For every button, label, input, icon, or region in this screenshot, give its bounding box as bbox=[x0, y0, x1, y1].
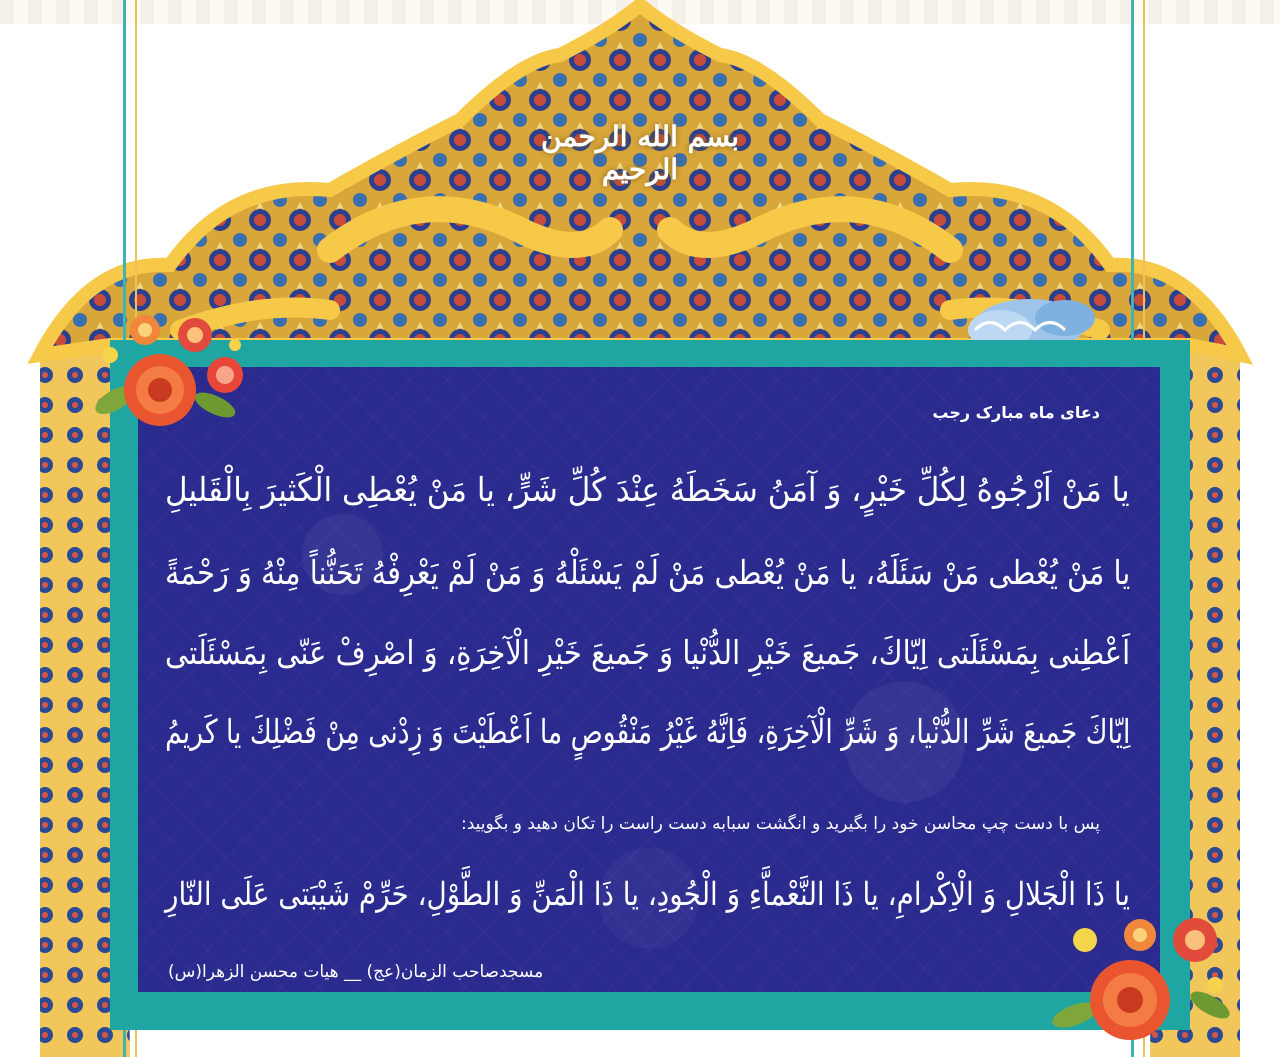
flower-bouquet-icon bbox=[85, 305, 250, 445]
footer-credit: مسجدصاحب الزمان(عج) __ هیات محسن الزهرا(س) bbox=[168, 962, 544, 982]
verse-line-2: یا مَنْ یُعْطی مَنْ سَئَلَهُ، یا مَنْ یُعْطی مَنْ لَمْ یَسْئَلْهُ وَ مَنْ لَمْ یَعْرِفْهُ تَحَنُّناً مِنْهُ وَ رَحْمَةً bbox=[164, 553, 1130, 592]
verse-line-3: اَعْطِنی بِمَسْئَلَتی اِیّاكَ، جَمیعَ خَیْرِ الدُّنْیا وَ جَمیعَ خَیْرِ الْآخِرَةِ، وَ اصْرِفْ عَنّی بِمَسْئَلَتی bbox=[164, 633, 1130, 672]
verse-final: یا ذَا الْجَلالِ وَ الْاِكْرامِ، یا ذَا النَّعْماَّءِ وَ الْجُودِ، یا ذَا الْمَنِّ وَ الطَّوْلِ، حَرِّمْ شَیْبَتی عَلَی النّارِ bbox=[164, 875, 1130, 913]
bismillah-calligraphy: بسم الله الرحمن الرحیم bbox=[540, 120, 740, 186]
instruction-text: پس با دست چپ محاسن خود را بگیرید و انگشت سبابه دست راست را تکان دهید و بگویید: bbox=[460, 814, 1100, 834]
flower-bouquet-icon bbox=[1045, 905, 1235, 1055]
verse-line-4: اِیّاكَ جَمیعَ شَرِّ الدُّنْیا، وَ شَرِّ الْآخِرَةِ، فَاِنَّهُ غَیْرُ مَنْقُوصٍ ما اَعْطَیْتَ وَ زِدْنی مِنْ فَضْلِكَ یا كَریمُ bbox=[164, 712, 1130, 751]
verse-line-1: یا مَنْ اَرْجُوهُ لِكُلِّ خَیْرٍ، وَ آمَنُ سَخَطَهُ عِنْدَ كُلِّ شَرٍّ، یا مَنْ یُعْطِی الْكَثیرَ بِالْقَلیلِ bbox=[165, 470, 1130, 509]
prayer-heading: دعای ماه مبارک رجب bbox=[932, 403, 1100, 422]
